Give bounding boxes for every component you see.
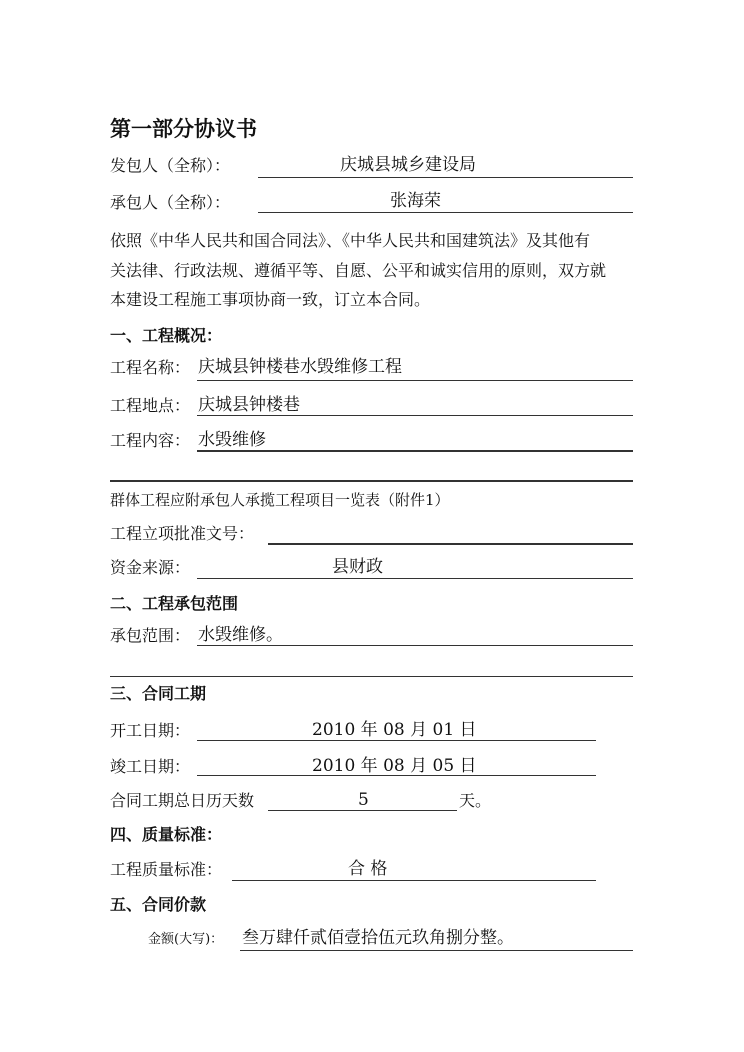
- underline: [268, 543, 633, 545]
- underline: [240, 950, 633, 951]
- underline: [197, 578, 633, 579]
- underline: [197, 740, 596, 741]
- end-date-value: 2010 年 08 月 05 日: [312, 756, 477, 776]
- underline: [197, 380, 633, 381]
- section-heading: 四、质量标准：: [110, 825, 223, 844]
- underline: [197, 645, 633, 646]
- underline: [258, 177, 633, 178]
- project-content-label: 工程内容：: [110, 431, 191, 450]
- project-name-value: 庆城县钟楼巷水毁维修工程: [198, 357, 402, 377]
- underline: [197, 450, 633, 452]
- fund-label: 资金来源：: [110, 558, 191, 577]
- approval-label: 工程立项批准文号：: [110, 524, 255, 543]
- fund-value: 县财政: [332, 557, 383, 577]
- project-site-value: 庆城县钟楼巷: [198, 395, 300, 415]
- group-note: 群体工程应附承包人承揽工程项目一览表（附件1）: [110, 491, 450, 509]
- underline: [268, 810, 457, 811]
- page-title: 第一部分协议书: [110, 117, 257, 141]
- start-date-value: 2010 年 08 月 01 日: [312, 720, 477, 740]
- section-heading: 二、工程承包范围: [110, 594, 239, 613]
- section-heading: 一、工程概况：: [110, 326, 223, 345]
- section-heading: 三、合同工期: [110, 684, 207, 703]
- scope-label: 承包范围：: [110, 626, 191, 645]
- quality-value: 合 格: [348, 859, 388, 879]
- underline: [110, 676, 633, 677]
- start-date-label: 开工日期：: [110, 721, 191, 740]
- duration-unit: 天。: [459, 791, 492, 810]
- quality-label: 工程质量标准：: [110, 860, 223, 879]
- scope-value: 水毁维修。: [198, 625, 283, 645]
- preamble-line: 关法律、行政法规、遵循平等、自愿、公平和诚实信用的原则，双方就: [110, 261, 607, 280]
- end-date-label: 竣工日期：: [110, 757, 191, 776]
- employer-value: 庆城县城乡建设局: [340, 155, 476, 175]
- amount-label: 金额(大写)：: [148, 932, 224, 947]
- project-site-label: 工程地点：: [110, 396, 191, 415]
- project-name-label: 工程名称：: [110, 358, 191, 377]
- underline: [110, 480, 633, 482]
- preamble-line: 依照《中华人民共和国合同法》、《中华人民共和国建筑法》及其他有: [110, 231, 591, 250]
- employer-label: 发包人（全称）：: [110, 156, 231, 175]
- underline: [232, 880, 596, 881]
- section-heading: 五、合同价款: [110, 895, 207, 914]
- contractor-value: 张海荣: [390, 191, 441, 211]
- amount-value: 叁万肆仟贰佰壹拾伍元玖角捌分整。: [242, 928, 514, 948]
- project-content-value: 水毁维修: [198, 430, 266, 450]
- underline: [197, 775, 596, 776]
- underline: [258, 212, 633, 213]
- duration-value: 5: [358, 790, 369, 810]
- preamble-line: 本建设工程施工事项协商一致，订立本合同。: [110, 290, 431, 309]
- contractor-label: 承包人（全称）：: [110, 193, 231, 212]
- duration-label: 合同工期总日历天数: [110, 791, 255, 810]
- underline: [197, 415, 633, 416]
